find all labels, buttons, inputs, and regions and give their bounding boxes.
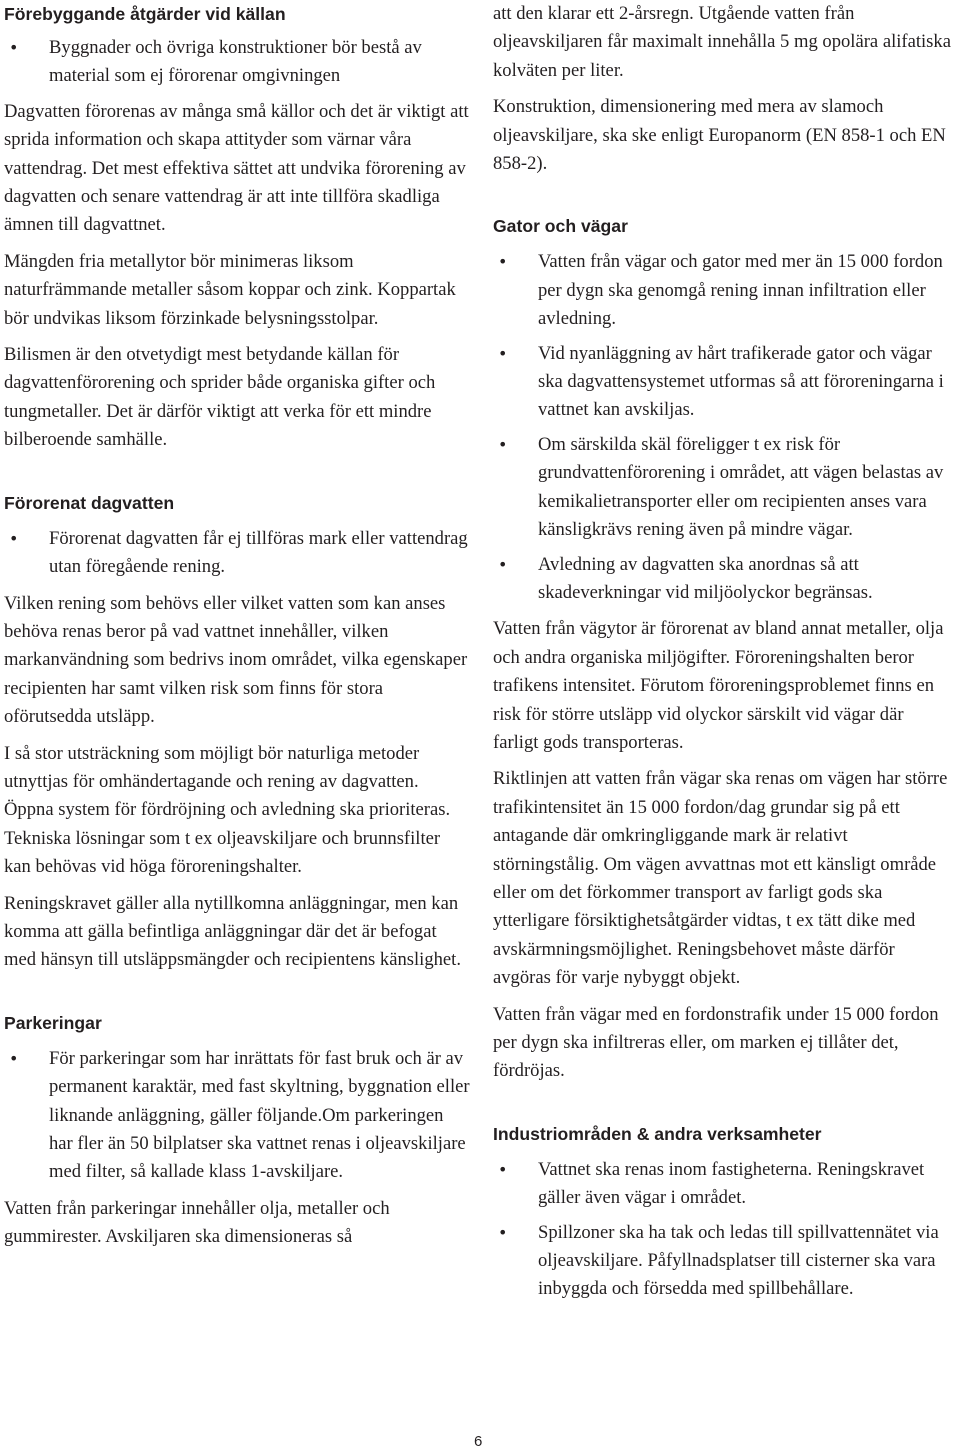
bullet-list-gator — [493, 248, 953, 607]
heading-parkeringar: Parkeringar — [4, 1012, 102, 1033]
list-item: • Vattnet ska renas inom fastigheterna. Reningskravet gäller även vägar i området. — [493, 1156, 953, 1213]
left-column — [4, 0, 470, 1252]
paragraph-riktlinjen: Riktlinjen att vatten från vägar ska renas om vägen har större trafikintensitet än 15 000 fordon/dag grundar sig på ett antagande där omkringliggande mark är relativt störningstålig. Om vägen avvattnas mot ett känsligt område eller om det förkommer transport av farligt gods ska ytterligare försiktighetsåtgärder vidtas, t ex tätt dike med avskärmningsmöjlighet. Reningsbehovet måste därför avgöras för varje nybyggt objekt. — [493, 768, 948, 989]
paragraph-reningskravet: Reningskravet gäller alla nytillkomna anläggningar, men kan komma att gälla befintliga anläggningar där det är befogat med hänsyn till utsläppsmängder och recipientens känslighet. — [4, 892, 461, 971]
paragraph-fordonstrafik: Vatten från vägar med en fordonstrafik under 15 000 fordon per dygn ska infiltreras eller, om marken ej tillåter det, fördröjas. — [493, 1003, 939, 1082]
heading-gator-och-vagar: Gator och vägar — [493, 216, 628, 237]
paragraph-dagvatten-fororenas: Dagvatten förorenas av många små källor och det är viktigt att sprida information och skapa attityder som värnar våra vattendrag. Det mest effektiva sättet att undvika förorening av dagvatten och senare vattendrag är att inte tillföra skadliga ämnen till dagvattnet. — [4, 100, 469, 236]
paragraph-konstruktion: Konstruktion, dimensionering med mera av slamoch oljeavskiljare, ska ske enligt Europanorm (EN 858-1 och EN 858-2). — [493, 96, 946, 175]
bullet-list-material — [4, 34, 470, 91]
right-column — [493, 0, 953, 1304]
list-item: • Vatten från vägar och gator med mer än 15 000 fordon per dygn ska genomgå rening innan infiltration eller avledning. — [493, 248, 953, 333]
paragraph-vilken-rening: Vilken rening som behövs eller vilket vatten som kan anses behöva renas beror på vad vattnet innehåller, vilken markanvändning som bedrivs inom området, vilka egenskaper recipienten har samt vilken risk som finns för stora oförutsedda utsläpp. — [4, 592, 468, 728]
page-number: 6 — [474, 1433, 483, 1450]
list-item: • För parkeringar som har inrättats för fast bruk och är av permanent karaktär, med fast skyltning, byggnation eller liknande anläggning, gäller följande.Om parkeringen har fler än 50 bilplatser ska vattnet renas i oljeavskiljare med filter, så kallade klass 1-avskiljare. — [4, 1045, 470, 1187]
list-item: • Avledning av dagvatten ska anordnas så att skadeverkningar vid miljöolyckor begränsas. — [493, 551, 953, 608]
paragraph-vagytor: Vatten från vägytor är förorenat av bland annat metaller, olja och andra organiska miljögifter. Föroreningshalten beror trafikens intensitet. Förutom föroreningsproblemet finns en risk för större utsläpp vid olyckor särskilt vid vägar där farligt gods transporteras. — [493, 618, 944, 753]
heading-forebyggande-atgarder: Förebyggande åtgärder vid källan — [4, 4, 286, 24]
list-item: • Byggnader och övriga konstruktioner bör bestå av material som ej förorenar omgivningen — [4, 34, 470, 91]
paragraph-vatten-fran-parkeringar: Vatten från parkeringar innehåller olja, metaller och gummirester. Avskiljaren ska dimensioneras så — [4, 1197, 390, 1248]
paragraph-bilismen: Bilismen är den otvetydigt mest betydande källan för dagvattenförorening och sprider både organiska gifter och tungmetaller. Det är därför viktigt att verka för ett mindre bilberoende samhälle. — [4, 344, 436, 451]
list-item: • Om särskilda skäl föreligger t ex risk för grundvattenförorening i området, att vägen belastas av kemikalietransporter eller om recipienten anses vara känsligkrävs rening även på mindre vägar. — [493, 431, 953, 545]
paragraph-metallytor: Mängden fria metallytor bör minimeras liksom naturfrämmande metaller såsom koppar och zink. Koppartak bör undvikas liksom förzinkade belysningsstolpar. — [4, 250, 456, 329]
list-item: • Vid nyanläggning av hårt trafikerade gator och vägar ska dagvattensystemet utformas så att föroreningarna i vattnet kan avskiljas. — [493, 340, 953, 425]
list-item: • Spillzoner ska ha tak och ledas till spillvattennätet via oljeavskiljare. Påfyllnadsplatser till cisterner ska vara inbyggda och försedda med spillbehållare. — [493, 1219, 953, 1304]
bullet-list-fororenat — [4, 525, 470, 582]
heading-industriomraden: Industriområden & andra verksamheter — [493, 1123, 822, 1144]
bullet-list-industri — [493, 1156, 953, 1304]
heading-fororenat-dagvatten: Förorenat dagvatten — [4, 492, 175, 513]
paragraph-arsregn: att den klarar ett 2-årsregn. Utgående vatten från oljeavskiljaren får maximalt innehålla 5 mg opolära alifatiska kolväten per liter. — [493, 3, 951, 81]
paragraph-naturliga-metoder: I så stor utsträckning som möjligt bör naturliga metoder utnyttjas för omhändertagande och rening av dagvatten. Öppna system för fördröjning och avledning ska prioriteras. Tekniska lösningar som t ex oljeavskiljare och brunnsfilter kan behövas vid höga föroreningshalter. — [4, 742, 451, 878]
bullet-list-parkeringar — [4, 1045, 470, 1187]
list-item: • Förorenat dagvatten får ej tillföras mark eller vattendrag utan föregående rening. — [4, 525, 470, 582]
